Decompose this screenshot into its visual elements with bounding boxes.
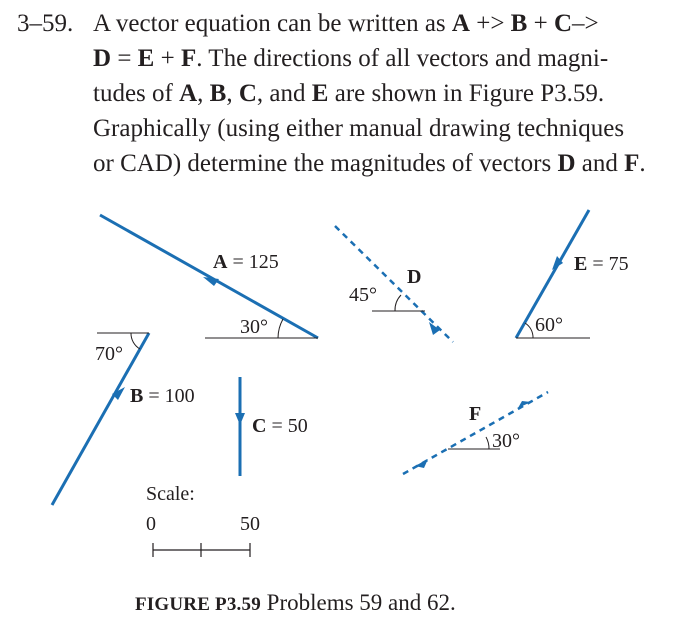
problem-number: 3–59. — [17, 10, 74, 37]
problem-text-segment: tudes of — [93, 80, 180, 107]
vector-a-label: A = 125 — [213, 251, 279, 273]
figure-caption-text: Problems 59 and 62. — [260, 590, 456, 615]
problem-text-segment: C — [238, 80, 257, 107]
problem-text-segment: . — [639, 150, 646, 177]
problem-text-segment: D — [557, 150, 576, 177]
vector-c — [235, 377, 308, 476]
problem-text-segment: , and — [256, 80, 312, 107]
problem-text-segment: F — [624, 150, 640, 177]
vector-e — [516, 210, 629, 338]
figure-number: FIGURE P3.59 — [135, 594, 261, 615]
vector-d-angle-arc — [395, 295, 401, 311]
figure-caption — [135, 590, 456, 616]
vector-a-angle: 30° — [240, 316, 268, 338]
vector-f-angle-arc — [486, 437, 489, 449]
vector-d-label: D — [407, 266, 422, 288]
problem-text-segment: + — [154, 45, 181, 72]
vector-e-label: E = 75 — [574, 253, 629, 275]
vector-f-angle: 30° — [492, 430, 520, 452]
problem-text-segment: A — [179, 80, 198, 107]
problem-text-segment: +> — [469, 10, 511, 37]
vector-c-arrowhead — [235, 413, 245, 425]
vector-e-angle-arc — [525, 323, 533, 338]
problem-text-segment: E — [311, 80, 329, 107]
problem-text-segment: E — [137, 45, 155, 72]
vector-b-label: B = 100 — [130, 385, 195, 407]
vector-f — [403, 392, 548, 474]
vector-d-angle: 45° — [349, 284, 377, 306]
vector-a — [100, 215, 318, 338]
scale-end: 50 — [240, 513, 260, 535]
problem-text-segment: , — [226, 80, 239, 107]
problem-text-segment: Graphically (using either manual drawing techniques — [93, 115, 625, 142]
scale-start: 0 — [146, 513, 156, 535]
problem-text-segment: A vector equation can be written as — [93, 10, 452, 37]
scale-label: Scale: — [146, 483, 195, 505]
problem-text-segment: A — [451, 10, 470, 37]
problem-text-segment: and — [575, 150, 625, 177]
vector-d — [335, 226, 453, 342]
problem-text-segment: or CAD) determine the magnitudes of vectors — [93, 150, 558, 177]
vector-f-arrowhead-right — [518, 401, 531, 408]
vector-c-label: C = 50 — [252, 415, 308, 437]
vector-b — [52, 333, 195, 505]
problem-text-segment: + — [527, 10, 554, 37]
problem-text-segment: D — [93, 45, 112, 72]
problem-text-segment: = — [111, 45, 138, 72]
vector-f-label: F — [469, 403, 482, 425]
problem-text-segment: F — [180, 45, 197, 72]
problem-text-segment: are shown in Figure P3.59. — [328, 80, 605, 107]
vector-a-arrowhead — [203, 277, 219, 286]
vector-a-angle-arc — [278, 319, 283, 338]
scale-bar — [146, 483, 260, 557]
problem-text-segment: B — [209, 80, 227, 107]
vector-e-angle: 60° — [535, 314, 563, 336]
vector-a-line — [100, 215, 318, 338]
vector-b-angle: 70° — [95, 343, 123, 365]
vector-b-angle-arc — [131, 333, 140, 349]
problem-text-segment: , — [197, 80, 210, 107]
problem-text-segment: . The directions of all vectors and magni- — [196, 45, 609, 72]
problem-text-segment: –> — [572, 10, 599, 37]
problem-text-segment: B — [510, 10, 528, 37]
problem-text-segment: C — [553, 10, 573, 37]
